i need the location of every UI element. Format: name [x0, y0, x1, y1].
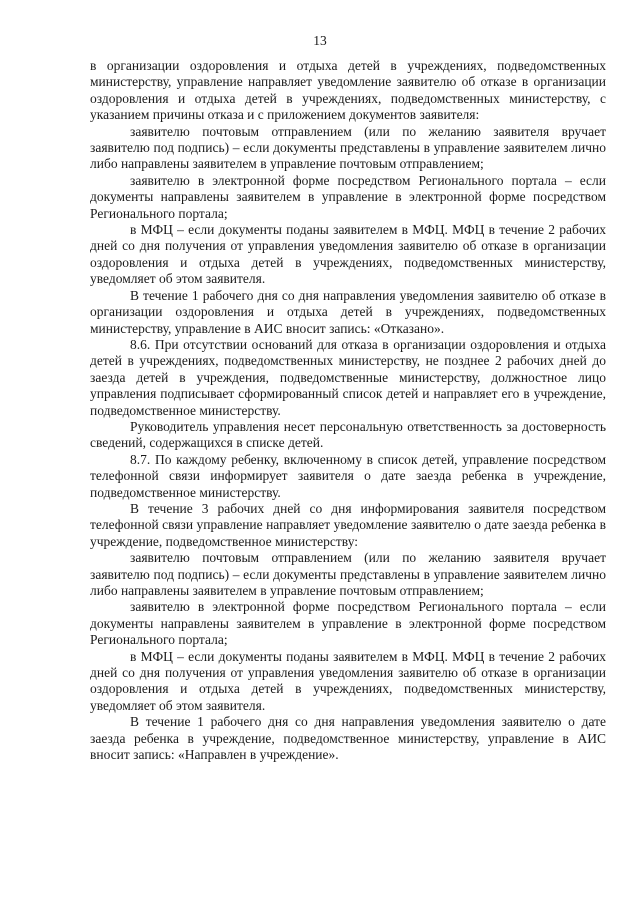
- paragraph-7: Руководитель управления несет персональную ответственность за достоверность сведений, содержащихся в списке детей.: [90, 418, 606, 451]
- paragraph-1: в организации оздоровления и отдыха детей в учреждениях, подведомственных министерству, управление направляет уведомление заявителю об отказе в организации оздоровления и отдыха детей в учреждениях, подведомственных министерству, с указанием причины отказа и с приложением документов заявителя:: [90, 58, 606, 123]
- paragraph-5: В течение 1 рабочего дня со дня направления уведомления заявителю об отказе в организации оздоровления и отдыха детей в учреждениях, подведомственных министерству, управление в АИС вносит запись: «Отказано».: [90, 287, 606, 336]
- paragraph-3: заявителю в электронной форме посредством Регионального портала – если документы направлены заявителем в управление в электронной форме посредством Регионального портала;: [90, 172, 606, 221]
- paragraph-11: заявителю в электронной форме посредством Регионального портала – если документы направлены заявителем в управление в электронной форме посредством Регионального портала;: [90, 599, 606, 648]
- paragraph-13: В течение 1 рабочего дня со дня направления уведомления заявителю о дате заезда ребенка в учреждение, подведомственное министерству, управление в АИС вносит запись: «Направлен в учреждение».: [90, 714, 606, 763]
- document-body: [90, 58, 606, 763]
- page-number: 13: [313, 33, 327, 48]
- paragraph-4: в МФЦ – если документы поданы заявителем в МФЦ. МФЦ в течение 2 рабочих дней со дня получения от управления уведомления заявителю об отказе в организации оздоровления и отдыха детей в учреждениях, подведомственных министерству, уведомляет об этом заявителя.: [90, 222, 606, 287]
- paragraph-6: 8.6. При отсутствии оснований для отказа в организации оздоровления и отдыха детей в учреждениях, подведомственных министерству, не позднее 2 рабочих дней до заезда детей в учреждения, подведомственные министерству, должностное лицо управления подписывает сформированный список детей и направляет его в учреждение, подведомственное министерству.: [90, 336, 606, 418]
- paragraph-2: заявителю почтовым отправлением (или по желанию заявителя вручает заявителю под подпись) – если документы представлены в управление заявителем лично либо направлены заявителем в управление почтовым отправлением;: [90, 123, 606, 172]
- paragraph-10: заявителю почтовым отправлением (или по желанию заявителя вручает заявителю под подпись) – если документы представлены в управление заявителем лично либо направлены заявителем в управление почтовым отправлением;: [90, 550, 606, 598]
- paragraph-12: в МФЦ – если документы поданы заявителем в МФЦ. МФЦ в течение 2 рабочих дней со дня получения от управления уведомления заявителю об отказе в организации оздоровления и отдыха детей в учреждениях, подведомственных министерству, уведомляет об этом заявителя.: [90, 648, 606, 713]
- paragraph-8: 8.7. По каждому ребенку, включенному в список детей, управление посредством телефонной связи информирует заявителя о дате заезда ребенка в учреждение, подведомственное министерству.: [90, 451, 606, 500]
- paragraph-9: В течение 3 рабочих дней со дня информирования заявителя посредством телефонной связи управление направляет уведомление заявителю о дате заезда ребенка в учреждение, подведомственное министерству:: [90, 500, 606, 549]
